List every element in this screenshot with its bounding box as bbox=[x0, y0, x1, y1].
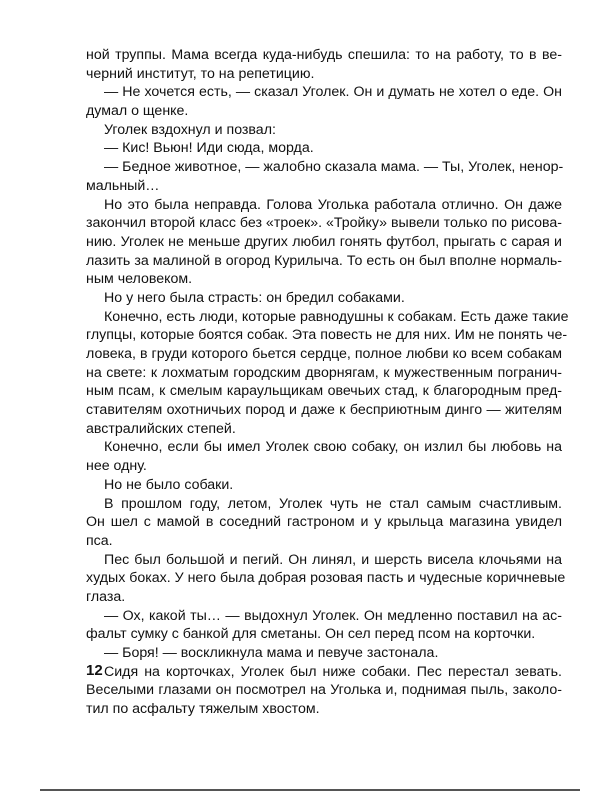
text-line: — Ох, какой ты… — выдохнул Уголек. Он медленно поставил на ас- bbox=[104, 607, 562, 624]
text-line: ной труппы. Мама всегда куда-нибудь спешила: то на работу, то в ве- bbox=[86, 47, 562, 63]
text-line: глупцы, которые боятся собак. Эта повесть не для них. Им не понять че- bbox=[86, 327, 568, 344]
text-line: на свете: к лохматым городским дворнягам, к мужественным погранич- bbox=[86, 364, 562, 381]
text-line: глаза. bbox=[86, 588, 126, 605]
text-line: нее одну. bbox=[86, 458, 147, 475]
text-line: Конечно, если бы имел Уголек свою собаку, он излил бы любовь на bbox=[104, 439, 562, 456]
text-line: Он шел с мамой в соседний гастроном и у крыльца магазина увидел bbox=[86, 514, 562, 531]
text-line: Пес был большой и пегий. Он линял, и шерсть висела клочьями на bbox=[104, 551, 562, 568]
text-line: нию. Уголек не меньше других любил гонять футбол, прыгать с сарая и bbox=[86, 233, 562, 250]
text-line: тил по асфальту тяжелым хвостом. bbox=[86, 701, 320, 718]
text-line: Но у него была страсть: он бредил собаками. bbox=[104, 289, 405, 306]
text-line: закончил второй класс без «троек». «Тройку» вывели только по рисова- bbox=[86, 215, 562, 232]
text-line: ставителям охотничьих пород и даже к бесприютным динго — жителям bbox=[86, 402, 562, 419]
page-bottom-edge bbox=[40, 789, 580, 791]
text-line: Конечно, есть люди, которые равнодушны к собакам. Есть даже такие bbox=[104, 308, 569, 325]
text-line: — Кис! Вьюн! Иди сюда, морда. bbox=[104, 140, 314, 157]
text-line: — Боря! — воскликнула мама и певуче застонала. bbox=[104, 645, 439, 661]
text-line: ловека, в груди которого бьется сердце, полное любви ко всем собакам bbox=[86, 346, 562, 362]
text-line: ным псам, к смелым караульщикам овечьих стад, к благородным пред- bbox=[86, 383, 562, 400]
text-line: ным человеком. bbox=[86, 271, 193, 288]
text-line: фальт сумку с банкой для сметаны. Он сел перед псом на корточки. bbox=[86, 626, 536, 643]
text-line: лазить за малиной в огород Курилыча. То есть он был вполне нормаль- bbox=[86, 252, 562, 269]
text-line: Но не было собаки. bbox=[104, 476, 234, 493]
body-text bbox=[86, 46, 569, 719]
text-line: пса. bbox=[86, 532, 113, 549]
text-line: — Бедное животное, — жалобно сказала мама. — Ты, Уголек, ненор- bbox=[104, 159, 564, 176]
text-line: австралийских степей. bbox=[86, 420, 236, 437]
text-line: Веселыми глазами он посмотрел на Уголька и, поднимая пыль, заколо- bbox=[86, 682, 562, 699]
page-number: 12 bbox=[86, 662, 103, 679]
text-line: худых боках. У него была добрая розовая пасть и чудесные коричневые bbox=[86, 570, 566, 587]
text-line: Но это была неправда. Голова Уголька работала отлично. Он даже bbox=[104, 196, 562, 213]
text-line: В прошлом году, летом, Уголек чуть не стал самым счастливым. bbox=[104, 495, 562, 512]
text-line: — Не хочется есть, — сказал Уголек. Он и думать не хотел о еде. Он bbox=[104, 84, 562, 101]
text-line: мальный… bbox=[86, 177, 160, 194]
text-line: черний институт, то на репетицию. bbox=[86, 65, 315, 82]
text-line: Сидя на корточках, Уголек был ниже собаки. Пес перестал зевать. bbox=[104, 663, 562, 680]
text-line: Уголек вздохнул и позвал: bbox=[104, 121, 276, 138]
text-line: думал о щенке. bbox=[86, 103, 189, 120]
